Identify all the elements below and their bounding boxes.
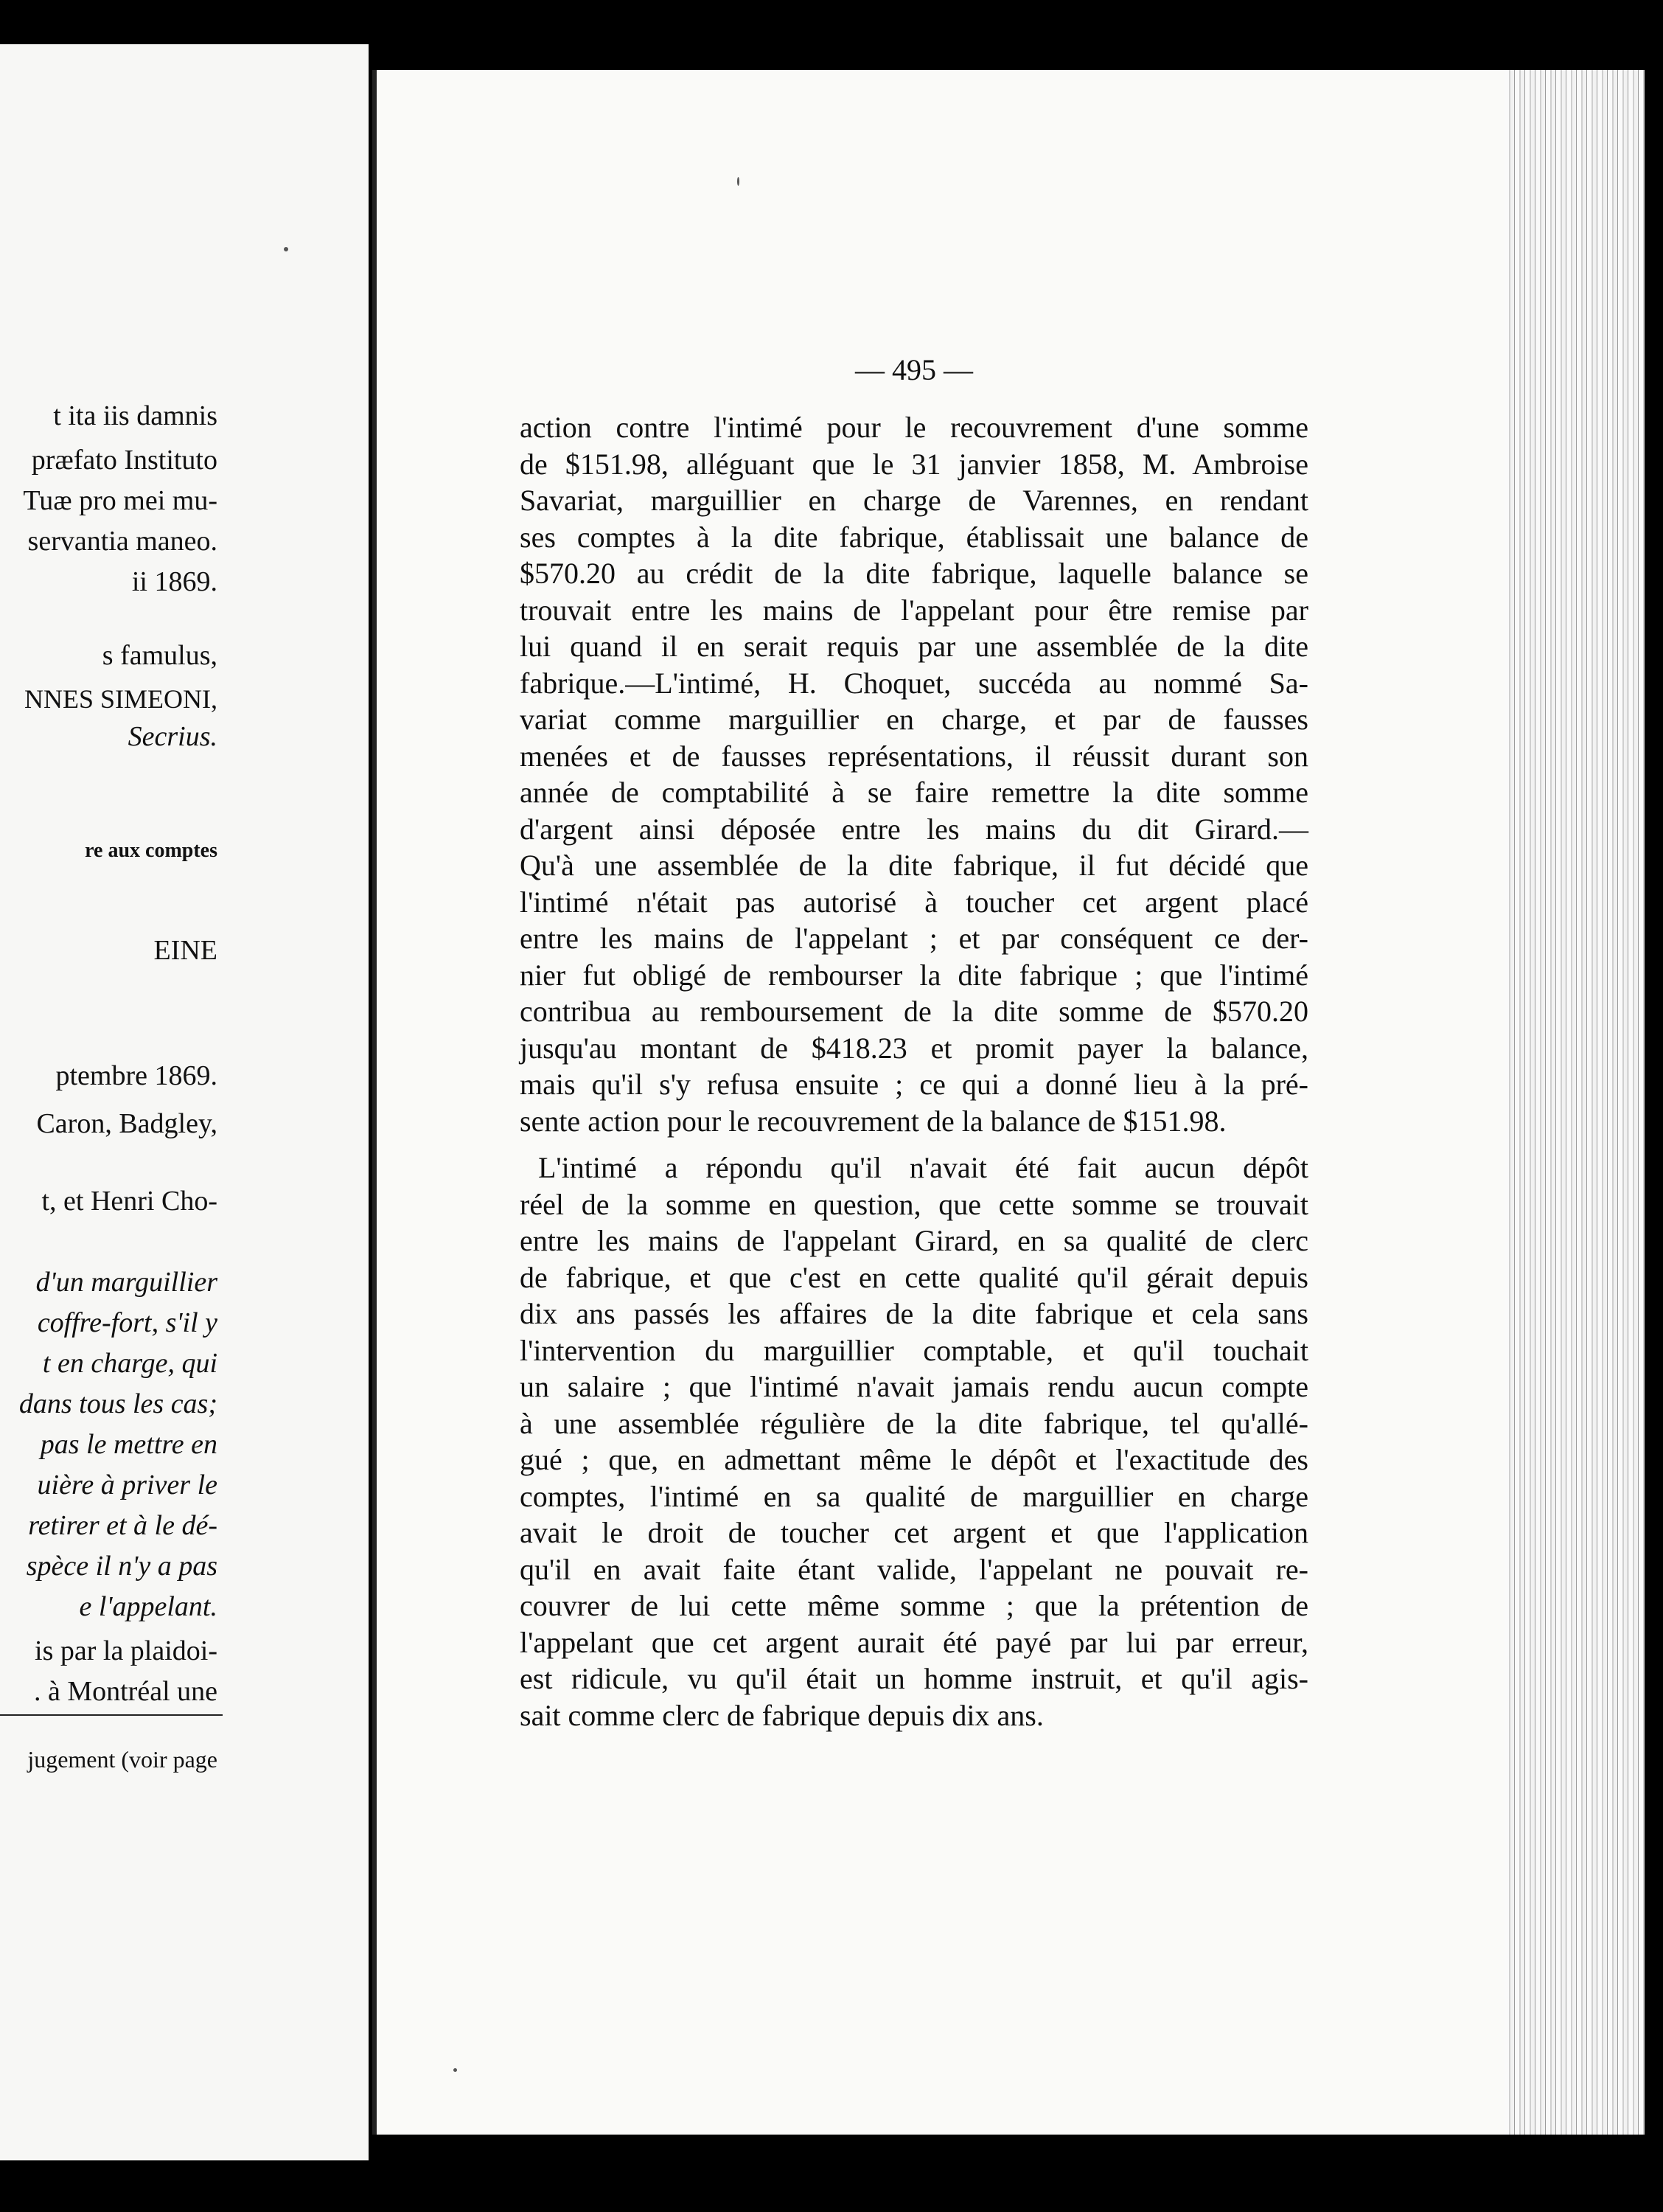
body-text-line: dix ans passés les affaires de la dite fabrique et cela sans <box>520 1297 1308 1330</box>
body-text-line: entre les mains de l'appelant Girard, en sa qualité de clerc <box>520 1224 1308 1257</box>
left-text-line: is par la plaidoi- <box>35 1635 217 1666</box>
body-text-line: l'intervention du marguillier comptable, et qu'il touchait <box>520 1334 1308 1367</box>
dust-speck <box>453 2068 457 2072</box>
footnote-rule <box>0 1714 223 1716</box>
left-text-line: d'un marguillier <box>35 1267 217 1298</box>
left-text-line: pas le mettre en <box>40 1429 217 1460</box>
body-text-line: ses comptes à la dite fabrique, établissait une balance de <box>520 521 1308 554</box>
left-text-line: præfato Instituto <box>31 445 217 476</box>
left-text-line: t ita iis damnis <box>53 400 217 431</box>
body-text-line: l'appelant que cet argent aurait été payé par lui par erreur, <box>520 1626 1308 1659</box>
left-text-line: ptembre 1869. <box>55 1060 217 1091</box>
body-text-line: mais qu'il s'y refusa ensuite ; ce qui a donné lieu à la pré- <box>520 1068 1308 1101</box>
body-text-line: avait le droit de toucher cet argent et que l'application <box>520 1516 1308 1549</box>
body-text-line: nier fut obligé de rembourser la dite fabrique ; que l'intimé <box>520 959 1308 992</box>
left-text-line: servantia maneo. <box>27 526 217 557</box>
body-text-line: action contre l'intimé pour le recouvrement d'une somme <box>520 411 1308 444</box>
left-text-line: retirer et à le dé- <box>28 1510 217 1541</box>
body-text-line: sait comme clerc de fabrique depuis dix ans. <box>520 1699 1044 1732</box>
page-number: — 495 — <box>855 353 973 386</box>
left-text-line: spèce il n'y a pas <box>26 1551 217 1582</box>
left-text-line: re aux comptes <box>85 839 217 862</box>
left-text-line: EINE <box>153 935 217 966</box>
body-text-line: variat comme marguillier en charge, et par de fausses <box>520 703 1308 736</box>
left-text-line: NNES SIMEONI, <box>24 684 217 714</box>
body-text-line: jusqu'au montant de $418.23 et promit payer la balance, <box>520 1032 1308 1065</box>
dust-speck <box>737 177 739 186</box>
body-text-line: qu'il en avait faite étant valide, l'appelant ne pouvait re- <box>520 1553 1308 1586</box>
dust-speck <box>284 247 288 251</box>
body-text-line: de $151.98, alléguant que le 31 janvier 1858, M. Ambroise <box>520 448 1308 481</box>
left-text-line: t, et Henri Cho- <box>41 1186 217 1217</box>
body-text-line: fabrique.—L'intimé, H. Choquet, succéda au nommé Sa- <box>520 667 1308 700</box>
body-text-line: menées et de fausses représentations, il réussit durant son <box>520 740 1308 773</box>
body-text-line: contribua au remboursement de la dite somme de $570.20 <box>520 995 1308 1028</box>
body-text-line: couvrer de lui cette même somme ; que la prétention de <box>520 1589 1308 1622</box>
body-text-line: trouvait entre les mains de l'appelant pour être remise par <box>520 594 1308 627</box>
body-text-line: réel de la somme en question, que cette somme se trouvait <box>520 1188 1308 1221</box>
left-text-line: Caron, Badgley, <box>36 1108 217 1139</box>
left-text-line: s famulus, <box>102 640 217 671</box>
right-page <box>372 70 1645 2135</box>
body-text-line: L'intimé a répondu qu'il n'avait été fait aucun dépôt <box>538 1151 1308 1184</box>
left-text-line: t en charge, qui <box>42 1348 217 1379</box>
body-text-line: sente action pour le recouvrement de la balance de $151.98. <box>520 1105 1227 1138</box>
body-text-line: est ridicule, vu qu'il était un homme instruit, et qu'il agis- <box>520 1662 1308 1695</box>
page-edges <box>1505 70 1645 2135</box>
body-text-line: Qu'à une assemblée de la dite fabrique, il fut décidé que <box>520 849 1308 882</box>
left-text-line: Tuæ pro mei mu- <box>23 485 217 516</box>
left-text-line: uière à priver le <box>37 1470 217 1500</box>
left-text-line: . à Montréal une <box>33 1676 217 1707</box>
body-text-line: $570.20 au crédit de la dite fabrique, laquelle balance se <box>520 557 1308 590</box>
left-text-line: ii 1869. <box>131 566 217 597</box>
body-text-line: comptes, l'intimé en sa qualité de marguillier en charge <box>520 1480 1308 1513</box>
left-text-line: e l'appelant. <box>79 1591 217 1622</box>
left-page <box>0 44 369 2160</box>
left-text-line: Secrius. <box>128 721 217 752</box>
left-text-line: coffre-fort, s'il y <box>37 1307 217 1338</box>
left-text-line: jugement (voir page <box>27 1746 217 1773</box>
body-text-line: entre les mains de l'appelant ; et par conséquent ce der- <box>520 922 1308 955</box>
body-text-line: un salaire ; que l'intimé n'avait jamais rendu aucun compte <box>520 1370 1308 1403</box>
body-text-line: d'argent ainsi déposée entre les mains du dit Girard.— <box>520 813 1308 846</box>
body-text-line: lui quand il en serait requis par une assemblée de la dite <box>520 630 1308 663</box>
body-text-line: l'intimé n'était pas autorisé à toucher cet argent placé <box>520 886 1308 919</box>
body-text-line: année de comptabilité à se faire remettre la dite somme <box>520 776 1308 809</box>
body-text-line: de fabrique, et que c'est en cette qualité qu'il gérait depuis <box>520 1261 1308 1294</box>
body-text-line: gué ; que, en admettant même le dépôt et l'exactitude des <box>520 1443 1308 1476</box>
body-text-line: Savariat, marguillier en charge de Varennes, en rendant <box>520 484 1308 517</box>
body-text-line: à une assemblée régulière de la dite fabrique, tel qu'allé- <box>520 1407 1308 1440</box>
left-text-line: dans tous les cas; <box>18 1388 217 1419</box>
